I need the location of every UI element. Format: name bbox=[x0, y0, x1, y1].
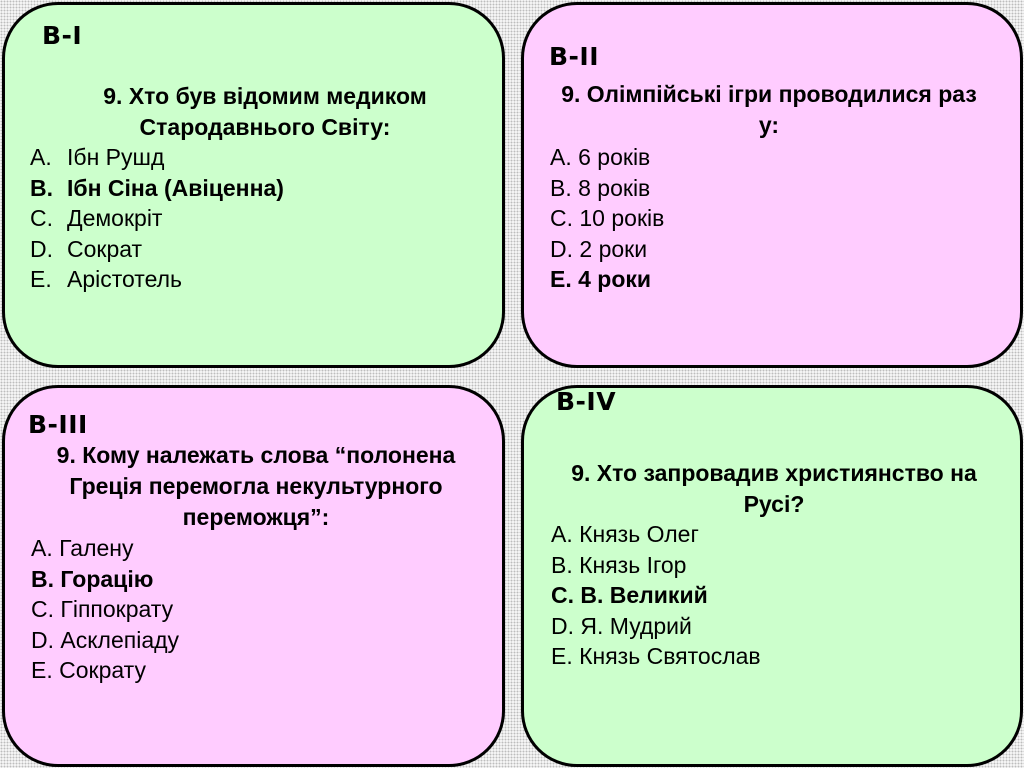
option-letter: D. bbox=[551, 612, 574, 639]
option-text: Князь Святослав bbox=[579, 643, 761, 669]
answer-option[interactable] bbox=[550, 173, 664, 204]
option-letter: D. bbox=[31, 626, 54, 653]
answer-option[interactable] bbox=[31, 594, 179, 625]
option-letter: C. bbox=[31, 596, 54, 622]
option-letter: C. bbox=[551, 582, 574, 608]
option-letter: C. bbox=[550, 205, 573, 231]
option-letter: E. bbox=[30, 266, 52, 292]
answer-options bbox=[31, 533, 179, 686]
answer-options bbox=[551, 519, 761, 672]
option-text: Сократу bbox=[59, 657, 146, 683]
answer-option[interactable] bbox=[31, 533, 179, 564]
option-text: Арістотель bbox=[67, 266, 183, 292]
option-text: Сократ bbox=[67, 235, 143, 262]
answer-option[interactable] bbox=[550, 142, 664, 173]
answer-option[interactable] bbox=[551, 519, 761, 550]
option-text: Асклепіаду bbox=[60, 626, 180, 653]
question-text: 9. Олімпійські ігри проводилися раз у: bbox=[561, 81, 977, 138]
question-text: 9. Хто запровадив християнство на Русі? bbox=[571, 460, 977, 517]
answer-option[interactable] bbox=[550, 203, 664, 234]
answer-option-correct[interactable] bbox=[30, 173, 284, 204]
option-letter: A. bbox=[551, 521, 573, 547]
answer-option[interactable] bbox=[550, 234, 664, 265]
option-text: 10 років bbox=[579, 205, 665, 231]
option-text: Князь Олег bbox=[579, 521, 699, 547]
option-text: В. Великий bbox=[580, 582, 708, 608]
variant-label: В-ІІІ bbox=[28, 410, 88, 439]
option-letter: A. bbox=[31, 535, 53, 561]
option-text: Горацію bbox=[60, 565, 154, 592]
option-letter: B. bbox=[30, 174, 53, 201]
option-text: Ібн Сіна (Авіценна) bbox=[67, 174, 284, 201]
option-letter: B. bbox=[551, 551, 573, 578]
question-text: 9. Кому належать слова “полонена Греція перемогла некультурного переможця”: bbox=[56, 442, 456, 530]
option-letter: E. bbox=[551, 643, 573, 669]
answer-options bbox=[550, 142, 664, 295]
answer-option[interactable] bbox=[30, 264, 284, 295]
option-letter: A. bbox=[550, 144, 572, 170]
question-text: 9. Хто був відомим медиком Стародавнього Світу: bbox=[103, 83, 427, 140]
option-letter: B. bbox=[550, 174, 572, 201]
answer-option[interactable] bbox=[30, 203, 284, 234]
answer-option[interactable] bbox=[551, 641, 761, 672]
option-letter: E. bbox=[31, 657, 53, 683]
answer-option[interactable] bbox=[30, 142, 284, 173]
answer-option[interactable] bbox=[551, 611, 761, 642]
answer-option[interactable] bbox=[551, 550, 761, 581]
card-variant-2 bbox=[521, 2, 1023, 368]
variant-label: В-ІІ bbox=[549, 42, 600, 71]
option-letter: A. bbox=[30, 144, 52, 170]
option-letter: C. bbox=[30, 205, 53, 231]
variant-label: В-IV bbox=[556, 387, 617, 416]
answer-option-correct[interactable] bbox=[550, 264, 664, 295]
option-text: 4 роки bbox=[578, 266, 652, 292]
option-letter: D. bbox=[550, 235, 573, 262]
option-letter: E. bbox=[550, 266, 572, 292]
option-text: Гіппократу bbox=[60, 596, 174, 622]
answer-options bbox=[30, 142, 284, 295]
option-text: Князь Ігор bbox=[579, 551, 687, 578]
answer-option[interactable] bbox=[30, 234, 284, 265]
card-variant-3 bbox=[2, 385, 505, 767]
option-text: 6 років bbox=[578, 144, 651, 170]
option-letter: B. bbox=[31, 565, 54, 592]
answer-option-correct[interactable] bbox=[31, 564, 179, 595]
option-text: 2 роки bbox=[579, 235, 648, 262]
answer-option-correct[interactable] bbox=[551, 580, 761, 611]
option-text: Ібн Рушд bbox=[67, 144, 165, 170]
option-text: Демокріт bbox=[67, 205, 163, 231]
answer-option[interactable] bbox=[31, 625, 179, 656]
variant-label: В-І bbox=[42, 21, 83, 50]
card-variant-4 bbox=[521, 385, 1023, 767]
option-text: Я. Мудрий bbox=[580, 612, 692, 639]
card-variant-1 bbox=[2, 2, 505, 368]
option-text: 8 років bbox=[578, 174, 651, 201]
option-letter: D. bbox=[30, 235, 53, 262]
answer-option[interactable] bbox=[31, 655, 179, 686]
option-text: Галену bbox=[59, 535, 134, 561]
